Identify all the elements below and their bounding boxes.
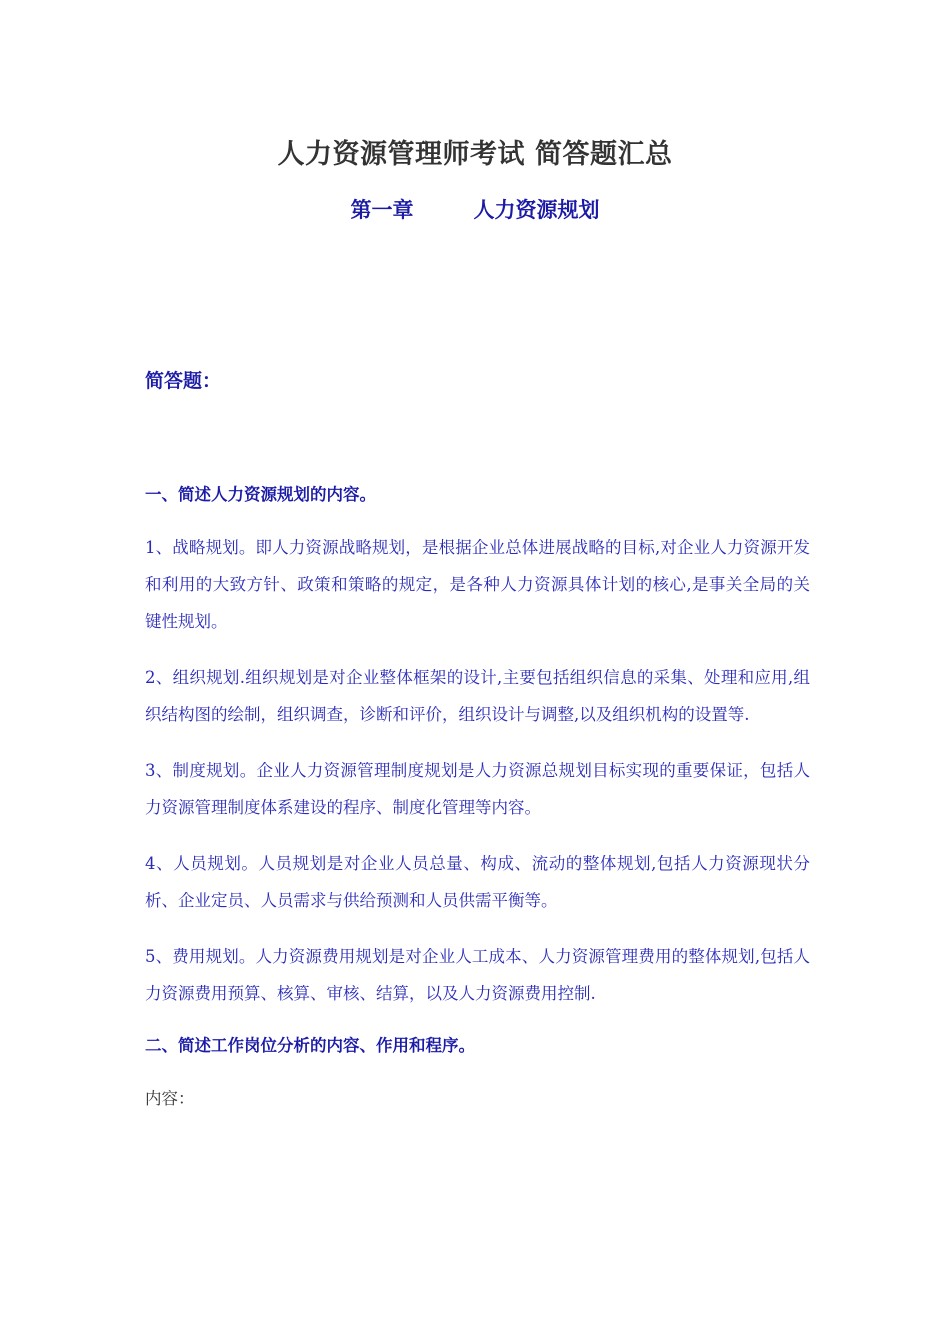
section-label: 简答题： xyxy=(145,370,222,392)
chapter-number: 第一章 xyxy=(350,198,414,222)
document-title: 人力资源管理师考试 简答题汇总 xyxy=(277,139,673,170)
answer-paragraph: 2、组织规划.组织规划是对企业整体框架的设计,主要包括组织信息的采集、处理和应用,组织结构图的绘制，组织调查，诊断和评价，组织设计与调整,以及组织机构的设置等. xyxy=(145,668,810,724)
question-heading: 一、简述人力资源规划的内容。 xyxy=(145,485,376,504)
answer-paragraph: 1、战略规划。即人力资源战略规划，是根据企业总体进展战略的目标,对企业人力资源开发和利用的大致方针、政策和策略的规定，是各种人力资源具体计划的核心,是事关全局的关键性规划。 xyxy=(145,538,810,631)
chapter-heading xyxy=(0,194,950,224)
answer-paragraph: 3、制度规划。企业人力资源管理制度规划是人力资源总规划目标实现的重要保证，包括人力资源管理制度体系建设的程序、制度化管理等内容。 xyxy=(145,761,810,817)
question-heading: 二、简述工作岗位分析的内容、作用和程序。 xyxy=(145,1036,475,1055)
answer-paragraph: 内容： xyxy=(145,1089,195,1108)
questions-content xyxy=(145,480,810,1136)
answer-paragraph: 4、人员规划。人员规划是对企业人员总量、构成、流动的整体规划,包括人力资源现状分析、企业定员、人员需求与供给预测和人员供需平衡等。 xyxy=(145,854,810,910)
answer-paragraph: 5、费用规划。人力资源费用规划是对企业人工成本、人力资源管理费用的整体规划,包括人力资源费用预算、核算、审核、结算，以及人力资源费用控制. xyxy=(145,947,810,1003)
chapter-name: 人力资源规划 xyxy=(473,198,600,222)
